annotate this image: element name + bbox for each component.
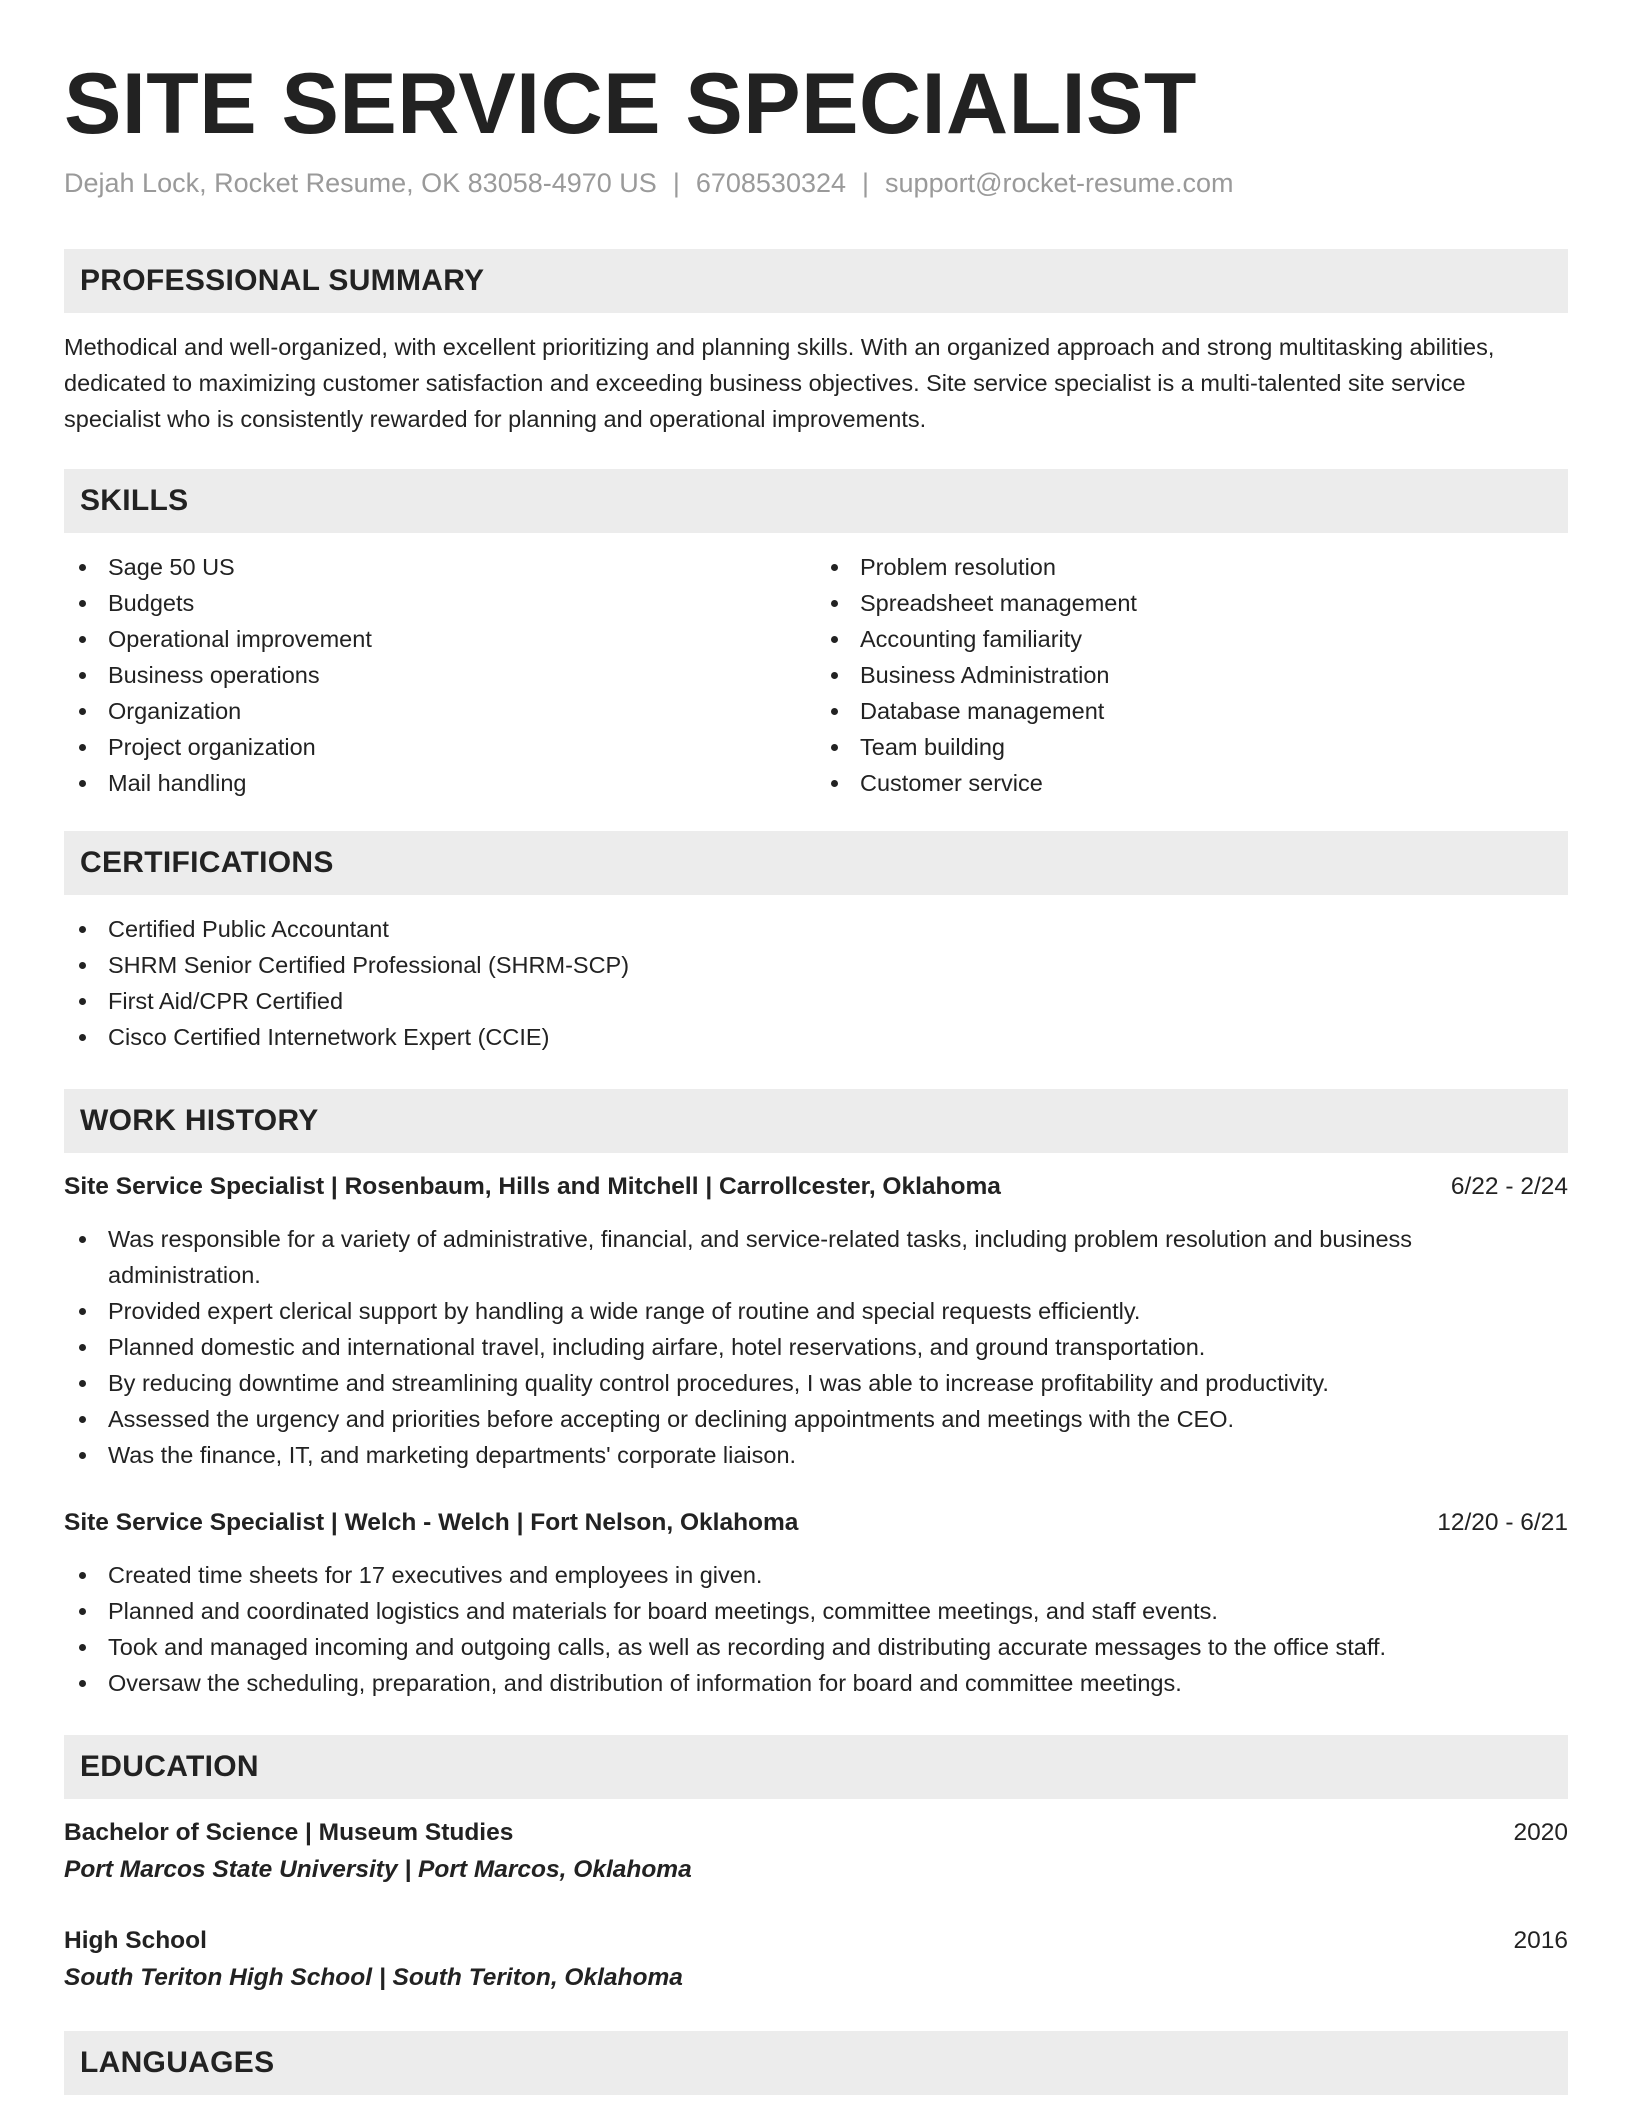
skill-item: Operational improvement [64,621,816,657]
languages-heading: LANGUAGES [64,2031,1568,2095]
skill-item: Business Administration [816,657,1568,693]
education-year: 2020 [1513,1819,1568,1846]
education-school: South Teriton High School | South Teriton, Oklahoma [64,1964,683,1991]
job-bullets [64,1557,1568,1701]
certifications-heading: CERTIFICATIONS [64,831,1568,895]
contact-email: support@rocket-resume.com [885,168,1234,198]
contact-address: Dejah Lock, Rocket Resume, OK 83058-4970 US [64,168,657,198]
skill-item: Project organization [64,729,816,765]
education-entry [64,1923,1568,1997]
job-bullet: Assessed the urgency and priorities before accepting or declining appointments and meetings with the CEO. [64,1401,1568,1437]
education-header [64,1923,1568,1959]
skills-heading: SKILLS [64,469,1568,533]
skill-item: Mail handling [64,765,816,801]
job-bullet: Was the finance, IT, and marketing departments' corporate liaison. [64,1437,1568,1473]
skill-item: Accounting familiarity [816,621,1568,657]
job-bullet: Took and managed incoming and outgoing calls, as well as recording and distributing accurate messages to the office staff. [64,1629,1568,1665]
resume-page [64,52,1568,2095]
job-entry [64,1505,1568,1701]
skill-item: Team building [816,729,1568,765]
job-bullet: Created time sheets for 17 executives and employees in given. [64,1557,1568,1593]
certifications-list [64,911,1568,1055]
certification-item: SHRM Senior Certified Professional (SHRM-SCP) [64,947,1568,983]
education-degree: High School [64,1927,207,1954]
job-title: Site Service Specialist | Rosenbaum, Hills and Mitchell | Carrollcester, Oklahoma [64,1173,1001,1200]
summary-heading: PROFESSIONAL SUMMARY [64,249,1568,313]
certification-item: Cisco Certified Internetwork Expert (CCIE) [64,1019,1568,1055]
skill-item: Organization [64,693,816,729]
contact-separator: | [672,168,680,198]
job-bullet: Oversaw the scheduling, preparation, and distribution of information for board and committee meetings. [64,1665,1568,1701]
skill-item: Business operations [64,657,816,693]
education-degree: Bachelor of Science | Museum Studies [64,1819,514,1846]
job-dates: 12/20 - 6/21 [1437,1509,1568,1536]
education-header [64,1815,1568,1851]
skills-grid [64,549,1568,801]
skill-item: Customer service [816,765,1568,801]
skill-item: Database management [816,693,1568,729]
education-heading: EDUCATION [64,1735,1568,1799]
skills-list-right [816,549,1568,801]
education-school: Port Marcos State University | Port Marcos, Oklahoma [64,1856,692,1883]
job-header [64,1505,1568,1541]
job-bullet: By reducing downtime and streamlining quality control procedures, I was able to increase profitability and productivity. [64,1365,1568,1401]
skills-list-left [64,549,816,801]
job-dates: 6/22 - 2/24 [1450,1173,1568,1200]
skill-item: Budgets [64,585,816,621]
certification-item: First Aid/CPR Certified [64,983,1568,1019]
job-entry [64,1169,1568,1473]
job-bullets [64,1221,1568,1473]
education-entry [64,1815,1568,1889]
certification-item: Certified Public Accountant [64,911,1568,947]
candidate-title: SITE SERVICE SPECIALIST [64,56,1197,152]
summary-text: Methodical and well-organized, with excellent prioritizing and planning skills. With an organized approach and strong multitasking abilities, dedicated to maximizing customer satisfaction and exceeding business objectives. Site service specialist is a multi-talented site service specialist who is consistently rewarded for planning and operational improvements. [64,334,1495,432]
skill-item: Spreadsheet management [816,585,1568,621]
job-bullet: Planned and coordinated logistics and materials for board meetings, committee meetings, and staff events. [64,1593,1568,1629]
contact-separator: | [862,168,870,198]
job-header [64,1169,1568,1205]
contact-line [64,166,1568,200]
job-bullet: Planned domestic and international travel, including airfare, hotel reservations, and ground transportation. [64,1329,1568,1365]
skill-item: Sage 50 US [64,549,816,585]
job-title: Site Service Specialist | Welch - Welch | Fort Nelson, Oklahoma [64,1509,799,1536]
contact-phone: 6708530324 [695,168,847,198]
job-bullet: Provided expert clerical support by handling a wide range of routine and special requests efficiently. [64,1293,1568,1329]
work-heading: WORK HISTORY [64,1089,1568,1153]
skill-item: Problem resolution [816,549,1568,585]
education-year: 2016 [1513,1927,1568,1954]
job-bullet: Was responsible for a variety of administrative, financial, and service-related tasks, including problem resolution and business administration. [64,1221,1568,1293]
